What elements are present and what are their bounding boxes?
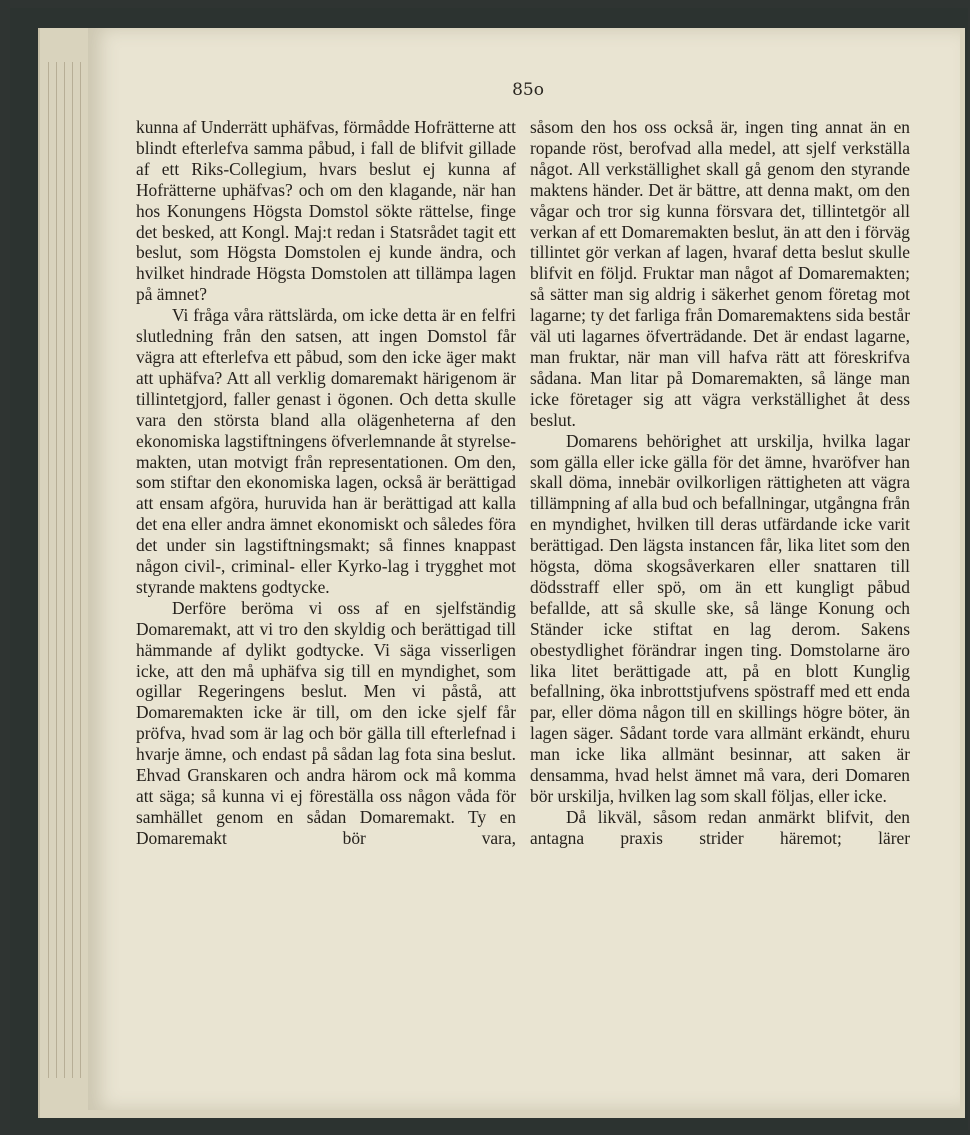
page-edge-line	[72, 62, 73, 1078]
paragraph: Då likväl, såsom redan anmärkt blifvit, den antagna praxis strider häremot; lärer	[530, 806, 910, 848]
right-column	[530, 117, 910, 849]
paragraph: Domarens behörighet att urskilja, hvilka lagar som gälla eller icke gälla för det ämne, hvaröfver han skall döma, innebär ovilkorligen rättigheten att vägra tillämpning af alla bud och befallningar, utgångna från en myndighet, hvilken till deras utfärdande icke varit berättigad. Den lägsta instancen får, lika litet som den högsta, döma skogsåverkaren eller snattaren till dödsstraff eller spö, om än ett kungligt påbud befallde, att så skulle ske, så länge Konung och Ständer icke stiftat en lag derom. Sakens obestydlighet förändrar ingen ting. Domstolarne äro lika litet berättigade att, på en blott Kunglig befallning, öka inbrottstjufvens spöstraff med ett enda par, eller döma någon till en skillings högre böter, än lagen säger. Sådant torde vara allmänt erkändt, ehuru man icke lika allmänt besinnar, att saken är densamma, hvad helst ämnet må vara, deri Domaren bör urskilja, hvilken lag som skall följas, eller icke.	[530, 430, 910, 806]
book-page	[88, 28, 960, 1110]
page-edge-line	[80, 62, 81, 1078]
paragraph: såsom den hos oss också är, ingen ting annat än en ropande röst, berofvad alla medel, att sjelf verkställa något. All verkställighet skall gå genom den styrande maktens händer. Det är bättre, att denna makt, om den vågar och tror sig kunna försvara det, tillintetgör all verkan af ett Domaremakten beslut, än att den i förväg tillintet gör verkan af lagen, hvaraf detta beslut skulle blifvit en följd. Fruktar man något af Domaremakten; så sätter man sig aldrig i säkerhet genom företag mot lagarne; ty det farliga från Domaremaktens sida består väl uti lagarnes öfverträdande. Det är endast lagarne, man fruktar, när man vill hafva rätt att föreskrifva sådana. Man litar på Domaremakten, så länge man icke företager sig att vägra verkställighet åt dess beslut.	[530, 117, 910, 430]
paragraph: Derföre beröma vi oss af en sjelfständig Domaremakt, att vi tro den skyldig och berättigad till hämmande af dylikt godtycke. Vi säga visserligen icke, att den må uphäfva sig till en myndighet, som ogillar Regeringens beslut. Men vi påstå, att Domaremakten icke är till, om den icke sjelf får pröfva, hvad som är lag och bör gälla till efterlefnad i hvarje ämne, och endast på sådan lag fota sina beslut. Ehvad Granskaren och andra härom ock må komma att säga; så kunna vi ej föreställa oss någon våda för samhället genom en sådan Domaremakt. Ty en Domaremakt bör vara,	[136, 597, 516, 848]
paragraph: Vi fråga våra rättslärda, om icke detta är en felfri slutledning från den satsen, att ingen Domstol får vägra att efterlefva ett påbud, som den icke äger makt att uphäfva? Att all verklig domaremakt härigenom är tillintetgjord, faller genast i ögonen. Och detta skulle vara den största bland alla olägenheterna af den ekonomiska lagstiftningens öfverlemnande åt styrelse-makten, utan motvigt från representationen. Om den, som stiftar den ekonomiska lagen, också är berättigad att ensam afgöra, huruvida han är berättigad att kalla det ena eller andra ämnet ekonomiskt och således föra det under sin lagstiftningsmakt; så finnes knappast någon civil-, criminal- eller Kyrko-lag i trygghet mot styrande maktens godtycke.	[136, 305, 516, 597]
page-number: 85o	[512, 80, 544, 100]
paragraph: kunna af Underrätt uphäfvas, förmådde Hofrätterne att blindt efterlefva samma påbud, i fall de blifvit gillade af ett Riks-Collegium, hvars beslut ej kunna af Hofrätterne uphäfvas? och om den klagande, när han hos Konungens Högsta Domstol sökte rättelse, finge det besked, att Kongl. Maj:t redan i Statsrådet tagit ett beslut, som Högsta Domstolen ej kunde ändra, och hvilket hindrade Högsta Domstolen att tillämpa lagen på ämnet?	[136, 117, 517, 305]
page-edge-line	[64, 62, 65, 1078]
page-edge-line	[48, 62, 49, 1078]
page-edge-line	[56, 62, 57, 1078]
left-column	[136, 117, 516, 849]
